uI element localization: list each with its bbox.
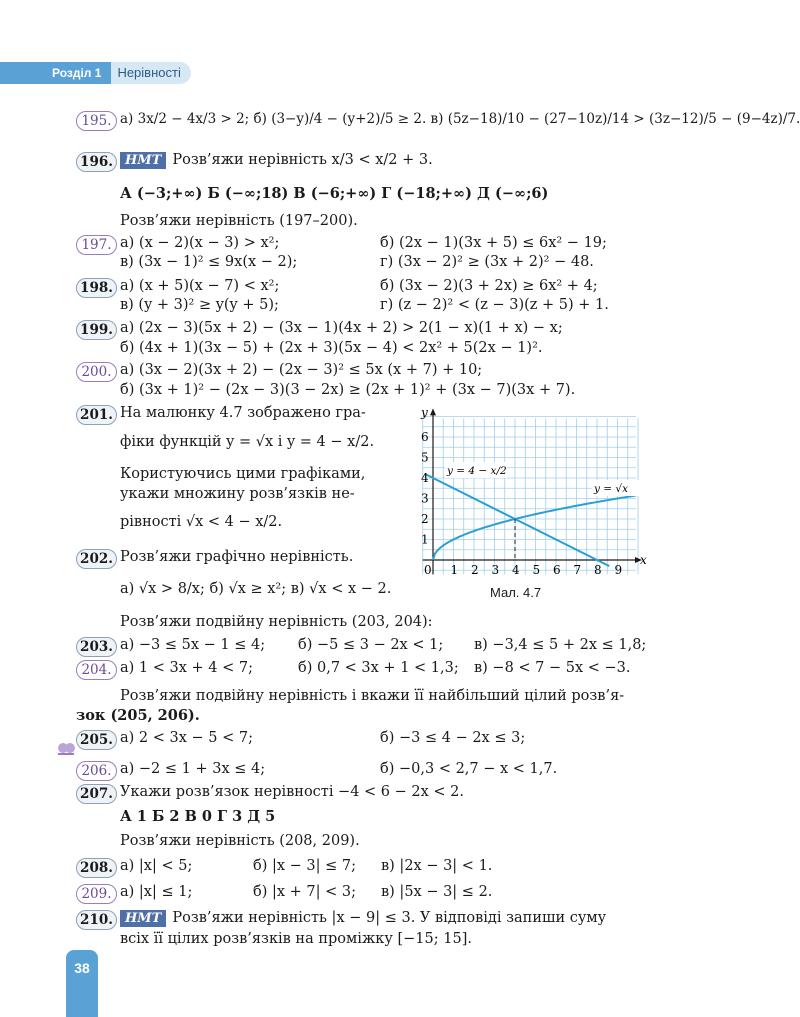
lightbulb-icon <box>55 742 77 756</box>
problem-205b: б) −3 ≤ 4 − 2x ≤ 3; <box>380 730 526 746</box>
problem-number-209: 209. <box>76 884 117 904</box>
problem-200a: а) (3x − 2)(3x + 2) − (2x − 3)² ≤ 5x (x + 7) + 10; <box>120 362 483 378</box>
problem-207: Укажи розв’язок нерівності −4 < 6 − 2x < 2. <box>120 784 464 800</box>
x-tick-label: 9 <box>614 563 623 577</box>
x-tick-label: 4 <box>512 563 520 577</box>
problem-number-199: 199. <box>76 320 117 340</box>
x-tick-label: 8 <box>594 563 602 577</box>
problem-197b: б) (2x − 1)(3x + 5) ≤ 6x² − 19; <box>380 235 607 251</box>
x-tick-label: 6 <box>553 563 561 577</box>
problem-210 <box>120 910 659 927</box>
problem-number-203: 203. <box>76 637 117 657</box>
y-axis-label: y <box>421 405 428 420</box>
problem-number-196: 196. <box>76 152 117 172</box>
problem-197a: а) (x − 2)(x − 3) > x²; <box>120 235 280 251</box>
problem-197g: г) (3x − 2)² ≥ (3x + 2)² − 48. <box>380 254 594 270</box>
problem-203a: а) −3 ≤ 5x − 1 ≤ 4; <box>120 637 266 653</box>
x-ticks <box>451 563 623 577</box>
problem-208b: б) |x − 3| ≤ 7; <box>253 858 357 874</box>
y-tick-label: 5 <box>421 450 429 465</box>
problem-202-parts: а) √x > 8/x; б) √x ≥ x²; в) √x < x − 2. <box>120 581 392 597</box>
problem-number-202: 202. <box>76 549 117 569</box>
intro-208-209: Розв’яжи нерівність (208, 209). <box>120 833 360 849</box>
problem-198b: б) (3x − 2)(3 + 2x) ≥ 6x² + 4; <box>380 278 598 294</box>
problem-number-195: 195. <box>76 111 117 131</box>
x-tick-label: 1 <box>450 563 459 577</box>
nmt-badge: НМТ <box>120 910 166 927</box>
problem-number-210: 210. <box>76 910 117 930</box>
topic-label: Нерівності <box>111 62 190 84</box>
problem-197v: в) (3x − 1)² ≤ 9x(x − 2); <box>120 254 298 270</box>
problem-208v: в) |2x − 3| < 1. <box>381 858 493 874</box>
nmt-badge: НМТ <box>120 152 166 169</box>
problem-209b: б) |x + 7| < 3; <box>253 884 357 900</box>
problem-number-201: 201. <box>76 405 117 425</box>
problem-198g: г) (z − 2)² < (z − 3)(z + 5) + 1. <box>380 297 609 313</box>
problem-201-line5: рівності √x < 4 − x/2. <box>120 514 283 530</box>
problem-number-197: 197. <box>76 235 117 255</box>
x-tick-label: 2 <box>471 563 479 577</box>
problem-206a: а) −2 ≤ 1 + 3x ≤ 4; <box>120 761 266 777</box>
problem-204a: а) 1 < 3x + 4 < 7; <box>120 660 253 676</box>
x-tick-label: 7 <box>573 563 582 577</box>
origin-label: 0 <box>424 563 432 577</box>
problem-number-206: 206. <box>76 761 117 781</box>
problem-198v: в) (y + 3)² ≥ y(y + 5); <box>120 297 279 313</box>
problem-204v: в) −8 < 7 − 5x < −3. <box>474 660 631 676</box>
problem-207-options: А 1 Б 2 В 0 Г 3 Д 5 <box>120 808 276 825</box>
problem-210-line2: всіх її цілих розв’язків на проміжку [−15; 15]. <box>120 931 472 947</box>
x-tick-label: 3 <box>491 563 500 577</box>
problem-201-line1: На малюнку 4.7 зображено гра- <box>120 405 366 421</box>
problem-number-205: 205. <box>76 730 117 750</box>
problem-195: а) 3x/2 − 4x/3 > 2; б) (3−y)/4 − (y+2)/5 ≥ 2. в) (5z−18)/10 − (27−10z)/14 > (3z−12)/5 − (9−4z)/7. <box>120 111 800 127</box>
problem-206b: б) −0,3 < 2,7 − x < 1,7. <box>380 761 558 777</box>
y-tick-label: 4 <box>421 471 429 485</box>
y-axis-arrow <box>430 408 436 415</box>
problem-number-200: 200. <box>76 362 117 382</box>
problem-201-line2: фіки функцій y = √x і y = 4 − x/2. <box>120 434 375 450</box>
label-line: y = 4 − x/2 <box>447 465 507 477</box>
problem-199b: б) (4x + 1)(3x − 5) + (2x + 3)(5x − 4) < 2x² + 5(2x − 1)². <box>120 340 543 356</box>
problem-number-204: 204. <box>76 660 117 680</box>
problem-209v: в) |5x − 3| ≤ 2. <box>381 884 493 900</box>
section-label: Розділ 1 <box>0 62 111 84</box>
problem-196-options: А (−3;+∞) Б (−∞;18) В (−6;+∞) Г (−18;+∞) Д (−∞;6) <box>120 185 549 202</box>
y-tick-label: 1 <box>421 532 429 547</box>
y-tick-label: 3 <box>421 491 429 506</box>
problem-208a: а) |x| < 5; <box>120 858 193 874</box>
problem-203v: в) −3,4 ≤ 5 + 2x ≤ 1,8; <box>474 637 647 653</box>
problem-196-text: Розв’яжи нерівність x/3 < x/2 + 3. <box>172 152 433 168</box>
problem-203b: б) −5 ≤ 3 − 2x < 1; <box>298 637 444 653</box>
problem-201-line4: укажи множину розв’язків не- <box>120 486 355 502</box>
y-tick-label: 6 <box>421 430 429 444</box>
problem-200b: б) (3x + 1)² − (2x − 3)(3 − 2x) ≥ (2x + 1)² + (3x − 7)(3x + 7). <box>120 382 576 398</box>
problem-199a: а) (2x − 3)(5x + 2) − (3x − 1)(4x + 2) > 2(1 − x)(1 + x) − x; <box>120 320 563 336</box>
problem-205a: а) 2 < 3x − 5 < 7; <box>120 730 253 746</box>
x-axis-label: x <box>640 553 647 567</box>
intro-205-206: Розв’яжи подвійну нерівність і вкажи її найбільший цілий розв’я- <box>120 688 625 704</box>
intro-197-200: Розв’яжи нерівність (197–200). <box>120 213 358 229</box>
problem-201-line3: Користуючись цими графіками, <box>120 466 366 482</box>
x-tick-label: 5 <box>532 563 541 577</box>
problem-202: Розв’яжи графічно нерівність. <box>120 549 354 565</box>
figure-caption: Мал. 4.7 <box>490 585 542 600</box>
problem-196 <box>120 152 659 169</box>
y-tick-label: 2 <box>421 512 429 526</box>
intro-205-206-cont: зок (205, 206). <box>76 707 200 724</box>
problem-number-207: 207. <box>76 784 117 804</box>
label-sqrt: y = √x <box>594 483 629 495</box>
problem-198a: а) (x + 5)(x − 7) < x²; <box>120 278 280 294</box>
chapter-header <box>0 62 191 84</box>
page-number: 38 <box>66 950 98 1017</box>
problem-204b: б) 0,7 < 3x + 1 < 1,3; <box>298 660 459 676</box>
problem-number-198: 198. <box>76 278 117 298</box>
problem-number-208: 208. <box>76 858 117 878</box>
problem-210-line1: Розв’яжи нерівність |x − 9| ≤ 3. У відповіді запиши суму <box>172 910 607 926</box>
problem-209a: а) |x| ≤ 1; <box>120 884 193 900</box>
intro-203-204: Розв’яжи подвійну нерівність (203, 204): <box>120 614 433 630</box>
